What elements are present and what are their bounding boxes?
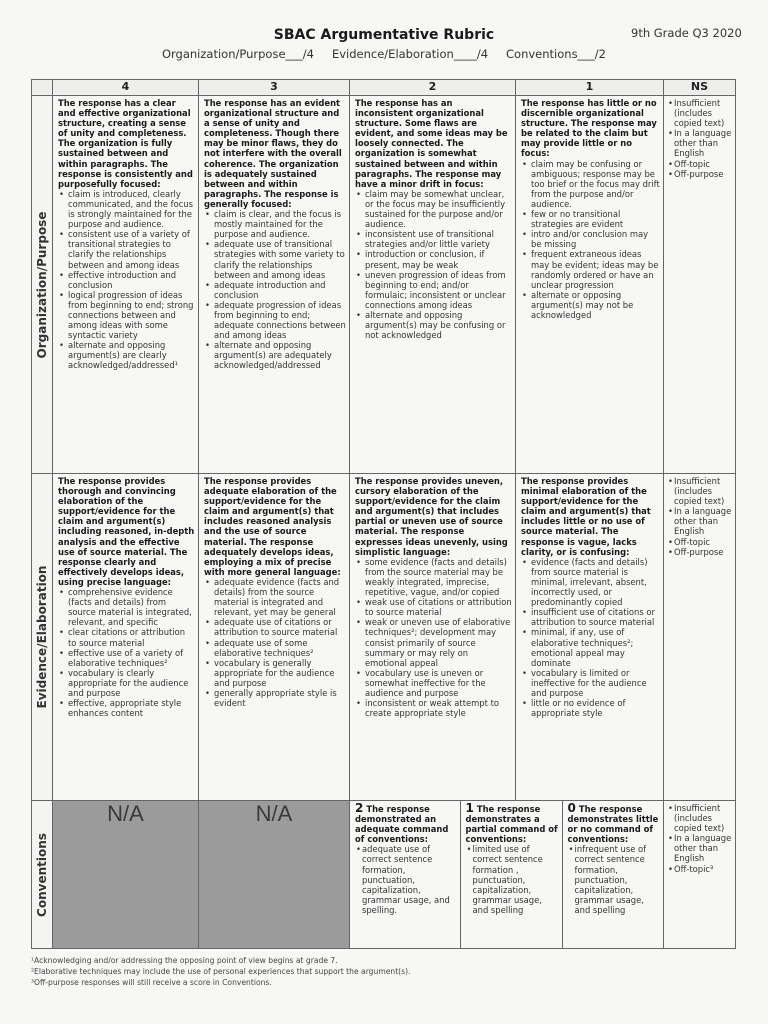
- cell-conv-scores: [350, 801, 664, 949]
- score-evidence: Evidence/Elaboration____/4: [331, 47, 489, 61]
- conv-subtable: [350, 801, 664, 948]
- page-title: SBAC Argumentative Rubric: [273, 27, 495, 43]
- col-header-3: 3: [199, 80, 350, 96]
- cell-conv-1: 1 The response demonstrates a partial command of conventions: • limited use of correct sentence formation , punctuation, capitalization, grammar usage, and spelling: [460, 801, 562, 948]
- bullet-list: • some evidence (facts and details) from the source material may be weakly integrated, imprecise, repetitive, vague, and/or copied • weak use of citations or attribution to source material • weak or uneven use of elaborative techniques²; development may consist primarily of source summary or may rely on emotional appeal • vocabulary use is uneven or somewhat ineffective for the audience and purpose • inconsistent or weak attempt to create appropriate style: [355, 557, 512, 719]
- footnote-3: ³Off-purpose responses will still receive a score in Conventions.: [31, 978, 272, 987]
- bullet-list: • infrequent use of correct sentence formation, punctuation, capitalization, grammar usage, and spelling: [568, 844, 662, 915]
- col-header-2: 2: [350, 80, 516, 96]
- row-organization: [32, 96, 736, 474]
- cell-evid-2: The response provides uneven, cursory elaboration of the support/evidence for the claim and argument(s) that includes partial or uneven use of source material. The response expresses ideas unevenly, using simplistic language: • some evidence (facts and details) from the source material may be weakly integrated, imprecise, repetitive, vague, and/or copied • weak use of citations or attribution to source material • weak or uneven use of elaborative techniques²; development may consist primarily of source summary or may rely on emotional appeal • vocabulary use is uneven or somewhat ineffective for the audience and purpose • inconsistent or weak attempt to create appropriate style: [350, 474, 516, 801]
- corner-cell: [32, 80, 53, 96]
- cell-org-ns: [664, 96, 736, 474]
- bullet-list: • claim may be confusing or ambiguous; response may be too brief or the focus may drift from the purpose and/or audience. • few or no transitional strategies are evident • intro and/or conclusion may be missing • frequent extraneous ideas may be evident; ideas may be randomly ordered or have an unclear progression • alternate or opposing argument(s) may not be acknowledged: [521, 159, 660, 321]
- cell-conv-0: 0 The response demonstrates little or no command of conventions: • infrequent use of correct sentence formation, punctuation, capitalization, grammar usage, and spelling: [562, 801, 664, 948]
- row-label-organization: Organization/Purpose: [32, 96, 53, 474]
- cell-evid-4: The response provides thorough and convincing elaboration of the support/evidence for the claim and argument(s) including reasoned, in-depth analysis and the effective use of source material. The response clearly and effectively develops ideas, using precise language: • comprehensive evidence (facts and details) from source material is integrated, relevant, and specific • clear citations or attribution to source material • effective use of a variety of elaborative techniques² • vocabulary is clearly appropriate for the audience and purpose • effective, appropriate style enhances content: [53, 474, 199, 801]
- bullet-list: • claim is introduced, clearly communicated, and the focus is strongly maintained for the purpose and audience. • consistent use of a variety of transitional strategies to clarify the relationships between and among ideas • effective introduction and conclusion • logical progression of ideas from beginning to end; strong connections between and among ideas with some syntactic variety • alternate and opposing argument(s) are clearly acknowledged/addressed¹: [58, 189, 195, 371]
- score-organization: Organization/Purpose___/4: [161, 47, 314, 61]
- cell-conv-ns: [664, 801, 736, 949]
- bullet-list: • evidence (facts and details) from source material is minimal, irrelevant, absent, incorrectly used, or predominantly copied • insufficient use of citations or attribution to source material • minimal, if any, use of elaborative techniques²; emotional appeal may dominate • vocabulary is limited or ineffective for the audience and purpose • little or no evidence of appropriate style: [521, 557, 660, 719]
- col-header-1: 1: [516, 80, 664, 96]
- bullet-list: • claim may be somewhat unclear, or the focus may be insufficiently sustained for the purpose and/or audience. • inconsistent use of transitional strategies and/or little variety • introduction or conclusion, if present, may be weak • uneven progression of ideas from beginning to end; and/or formulaic; inconsistent or unclear connections among ideas • alternate and opposing argument(s) may be confusing or not acknowledged: [355, 189, 512, 340]
- cell-org-4: The response has a clear and effective organizational structure, creating a sense of unity and completeness. The organization is fully sustained between and within paragraphs. The response is consistently and purposefully focused: • claim is introduced, clearly communicated, and the focus is strongly maintained for the purpose and audience. • consistent use of a variety of transitional strategies to clarify the relationships between and among ideas • effective introduction and conclusion • logical progression of ideas from beginning to end; strong connections between and among ideas with some syntactic variety • alternate and opposing argument(s) are clearly acknowledged/addressed¹: [53, 96, 199, 474]
- rubric-table: [31, 79, 736, 949]
- cell-conv-3-na: N/A: [199, 801, 350, 949]
- cell-org-3: The response has an evident organizational structure and a sense of unity and completeness. Though there may be minor flaws, they do not interfere with the overall coherence. The organization is adequately sustained between and within paragraphs. The response is generally focused: • claim is clear, and the focus is mostly maintained for the purpose and audience. • adequate use of transitional strategies with some variety to clarify the relationships between and among ideas • adequate introduction and conclusion • adequate progression of ideas from beginning to end; adequate connections between and among ideas • alternate and opposing argument(s) are adequately acknowledged/addressed: [199, 96, 350, 474]
- bullet-list: • limited use of correct sentence formation , punctuation, capitalization, grammar usage, and spelling: [466, 844, 559, 915]
- cell-org-1: The response has little or no discernible organizational structure. The response may be related to the claim but may provide little or no focus: • claim may be confusing or ambiguous; response may be too brief or the focus may drift from the purpose and/or audience. • few or no transitional strategies are evident • intro and/or conclusion may be missing • frequent extraneous ideas may be evident; ideas may be randomly ordered or have an unclear progression • alternate or opposing argument(s) may not be acknowledged: [516, 96, 664, 474]
- col-header-ns: NS: [664, 80, 736, 96]
- cell-conv-2: 2 The response demonstrated an adequate command of conventions: • adequate use of correct sentence formation, punctuation, capitalization, grammar usage, and spelling.: [350, 801, 460, 948]
- bullet-list: • Insufficient (includes copied text) • In a language other than English • Off-topic³: [667, 803, 732, 874]
- bullet-list: • comprehensive evidence (facts and details) from source material is integrated, relevant, and specific • clear citations or attribution to source material • effective use of a variety of elaborative techniques² • vocabulary is clearly appropriate for the audience and purpose • effective, appropriate style enhances content: [58, 587, 195, 718]
- score-line: [0, 47, 768, 61]
- row-conventions: [32, 801, 736, 949]
- cell-evid-1: The response provides minimal elaboration of the support/evidence for the claim and argument(s) that includes little or no use of source material. The response is vague, lacks clarity, or is confusing: • evidence (facts and details) from source material is minimal, irrelevant, absent, incorrectly used, or predominantly copied • insufficient use of citations or attribution to source material • minimal, if any, use of elaborative techniques²; emotional appeal may dominate • vocabulary is limited or ineffective for the audience and purpose • little or no evidence of appropriate style: [516, 474, 664, 801]
- bullet-list: • adequate evidence (facts and details) from the source material is integrated and relevant, yet may be general • adequate use of citations or attribution to source material • adequate use of some elaborative techniques² • vocabulary is generally appropriate for the audience and purpose • generally appropriate style is evident: [204, 577, 346, 708]
- row-label-conventions: Conventions: [32, 801, 53, 949]
- footnote-1: ¹Acknowledging and/or addressing the opposing point of view begins at grade 7.: [31, 956, 338, 965]
- col-header-4: 4: [53, 80, 199, 96]
- bullet-list: • Insufficient (includes copied text) • In a language other than English • Off-topic • Off-purpose: [667, 98, 732, 179]
- cell-conv-4-na: N/A: [53, 801, 199, 949]
- bullet-list: • Insufficient (includes copied text) • In a language other than English • Off-topic • Off-purpose: [667, 476, 732, 557]
- bullet-list: • adequate use of correct sentence formation, punctuation, capitalization, grammar usage, and spelling.: [355, 844, 457, 915]
- cell-evid-3: The response provides adequate elaboration of the support/evidence for the claim and argument(s) that includes reasoned analysis and the use of source material. The response adequately develops ideas, employing a mix of precise with more general language: • adequate evidence (facts and details) from the source material is integrated and relevant, yet may be general • adequate use of citations or attribution to source material • adequate use of some elaborative techniques² • vocabulary is generally appropriate for the audience and purpose • generally appropriate style is evident: [199, 474, 350, 801]
- score-conventions: Conventions___/2: [506, 47, 607, 61]
- header-row: [32, 80, 736, 96]
- row-evidence: [32, 474, 736, 801]
- footnote-2: ²Elaborative techniques may include the use of personal experiences that support the argument(s).: [31, 967, 411, 976]
- grade-label: 9th Grade Q3 2020: [631, 26, 742, 40]
- bullet-list: • claim is clear, and the focus is mostly maintained for the purpose and audience. • adequate use of transitional strategies with some variety to clarify the relationships between and among ideas • adequate introduction and conclusion • adequate progression of ideas from beginning to end; adequate connections between and among ideas • alternate and opposing argument(s) are adequately acknowledged/addressed: [204, 209, 346, 371]
- row-label-evidence: Evidence/Elaboration: [32, 474, 53, 801]
- cell-org-2: The response has an inconsistent organizational structure. Some flaws are evident, and some ideas may be loosely connected. The organization is somewhat sustained between and within paragraphs. The response may have a minor drift in focus: • claim may be somewhat unclear, or the focus may be insufficiently sustained for the purpose and/or audience. • inconsistent use of transitional strategies and/or little variety • introduction or conclusion, if present, may be weak • uneven progression of ideas from beginning to end; and/or formulaic; inconsistent or unclear connections among ideas • alternate and opposing argument(s) may be confusing or not acknowledged: [350, 96, 516, 474]
- cell-evid-ns: [664, 474, 736, 801]
